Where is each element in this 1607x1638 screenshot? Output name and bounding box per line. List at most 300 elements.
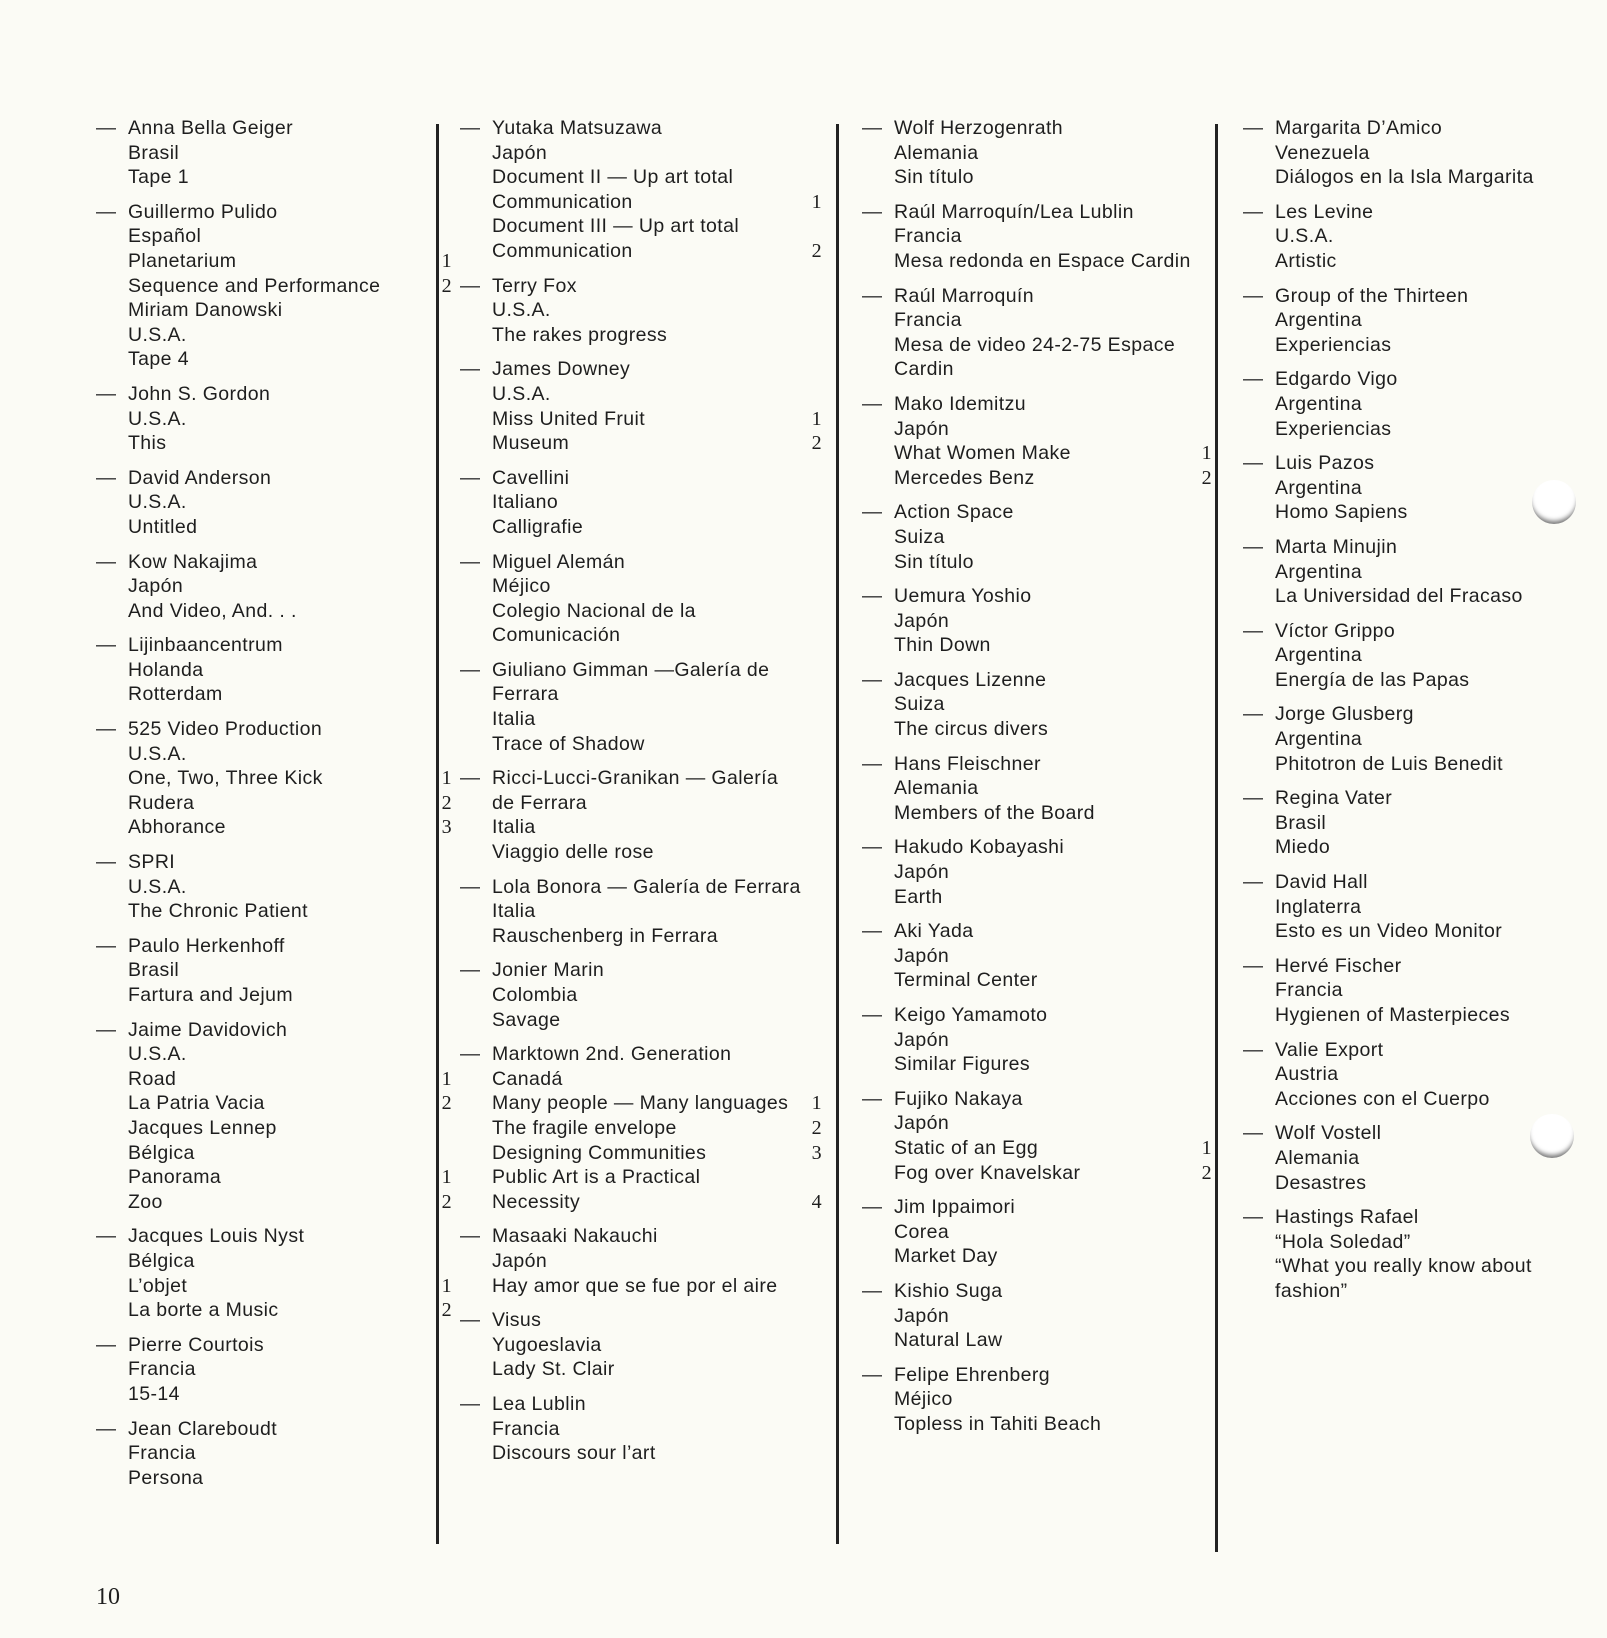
entry-text: Cardin [894, 358, 954, 381]
dash-bullet: — [96, 634, 116, 657]
dash-bullet: — [460, 875, 480, 898]
list-entry [862, 1195, 1212, 1269]
entry-line [1275, 417, 1573, 442]
entry-text: Communication [492, 239, 633, 262]
entry-line [1275, 978, 1573, 1003]
entry-line [894, 550, 1212, 575]
entry-artist [492, 958, 822, 983]
entry-line [894, 441, 1212, 466]
entry-text: This [128, 432, 167, 455]
dash-bullet: — [96, 1225, 116, 1248]
entry-text: Jonier Marin [492, 959, 605, 982]
dash-bullet: — [1243, 1206, 1263, 1229]
entry-text: Regina Vater [1275, 787, 1393, 810]
entry-text: Luis Pazos [1275, 452, 1375, 475]
dash-bullet: — [862, 1087, 882, 1110]
list-entry [1243, 786, 1573, 860]
list-entry [460, 1224, 822, 1298]
entry-line [492, 574, 822, 599]
list-entry [862, 1003, 1212, 1077]
entry-text: Yugoeslavia [492, 1333, 602, 1356]
tape-number: 1 [441, 1274, 452, 1297]
entry-artist [1275, 870, 1573, 895]
tape-number: 1 [1201, 442, 1212, 465]
entry-text: Francia [894, 225, 962, 248]
entry-text: Brasil [128, 141, 180, 164]
entry-line [894, 1328, 1212, 1353]
entry-text: Earth [894, 885, 943, 908]
entry-text: Canadá [492, 1067, 563, 1090]
entry-text: Jim Ippaimori [894, 1196, 1016, 1219]
entry-artist [894, 1195, 1212, 1220]
entry-line [128, 298, 432, 323]
entry-line [128, 958, 432, 983]
entry-text: Japón [894, 1112, 950, 1135]
entry-line [492, 239, 822, 264]
entry-line [894, 224, 1212, 249]
entry-line [492, 1333, 822, 1358]
entry-line [1275, 224, 1573, 249]
list-entry [1243, 1038, 1573, 1112]
entry-artist [492, 875, 822, 900]
entry-text: U.S.A. [1275, 225, 1334, 248]
entry-text: Lady St. Clair [492, 1358, 615, 1381]
entry-text: Mako Idemitzu [894, 392, 1026, 415]
entry-text: U.S.A. [128, 742, 187, 765]
entry-text: Méjico [492, 575, 551, 598]
entry-line [894, 165, 1212, 190]
entry-artist [492, 274, 822, 299]
entry-line [1275, 333, 1573, 358]
tape-number: 3 [441, 816, 452, 839]
dash-bullet: — [1243, 1122, 1263, 1145]
entry-line [492, 1165, 822, 1190]
dash-bullet: — [460, 466, 480, 489]
entry-text: Hygienen of Masterpieces [1275, 1004, 1511, 1026]
entry-line [894, 1304, 1212, 1329]
list-entry [96, 550, 432, 624]
list-entry [460, 1042, 822, 1214]
entry-text: U.S.A. [128, 407, 187, 430]
list-entry [1243, 367, 1573, 441]
entry-line [894, 357, 1212, 382]
entry-text: de Ferrara [492, 791, 588, 814]
entry-text: Sin título [894, 166, 974, 189]
entry-line [1275, 643, 1573, 668]
dash-bullet: — [1243, 284, 1263, 307]
entry-artist [1275, 702, 1573, 727]
entry-text: Alemania [1275, 1146, 1360, 1169]
dash-bullet: — [96, 718, 116, 741]
entry-text: Paulo Herkenhoff [128, 934, 285, 957]
dash-bullet: — [1243, 619, 1263, 642]
dash-bullet: — [862, 585, 882, 608]
entry-artist [894, 1363, 1212, 1388]
entry-text: Phitotron de Luis Benedit [1275, 752, 1503, 775]
entry-artist [1275, 1121, 1573, 1146]
entry-line [894, 141, 1212, 166]
entry-line [492, 190, 822, 215]
tape-number: 2 [1201, 466, 1212, 489]
entry-text: Visus [492, 1309, 542, 1332]
entry-line [894, 466, 1212, 491]
entry-artist [492, 466, 822, 491]
entry-text: Experiencias [1275, 417, 1392, 440]
entry-text: Market Day [894, 1245, 998, 1268]
entry-artist [1275, 1205, 1573, 1230]
entry-line [492, 815, 822, 840]
entry-text: Natural Law [894, 1329, 1003, 1352]
entry-line [492, 1441, 822, 1466]
entry-text: Japón [492, 1249, 548, 1272]
entry-text: Esto es un Video Monitor [1275, 920, 1503, 943]
entry-text: Energía de las Papas [1275, 668, 1470, 691]
tape-number: 1 [441, 249, 452, 272]
entry-text: Francia [492, 1417, 560, 1440]
entry-text: Japón [894, 861, 950, 884]
dash-bullet: — [460, 358, 480, 381]
entry-text: David Anderson [128, 466, 272, 489]
entry-line [492, 431, 822, 456]
entry-text: Road [128, 1067, 177, 1090]
list-entry [862, 668, 1212, 742]
entry-text: “Hola Soledad” [1275, 1230, 1411, 1253]
entry-line [492, 1067, 822, 1092]
tape-number: 2 [441, 791, 452, 814]
entry-text: Planetarium [128, 249, 237, 272]
list-entry [460, 766, 822, 864]
dash-bullet: — [460, 959, 480, 982]
dash-bullet: — [96, 934, 116, 957]
entry-text: 15-14 [128, 1382, 180, 1405]
entry-text: Jorge Glusberg [1275, 703, 1414, 726]
entry-line [894, 609, 1212, 634]
entry-line [894, 692, 1212, 717]
tape-number: 2 [811, 239, 822, 262]
entry-text: Zoo [128, 1190, 163, 1213]
dash-bullet: — [1243, 535, 1263, 558]
entry-text: 525 Video Production [128, 718, 323, 741]
entry-text: Hervé Fischer [1275, 954, 1402, 977]
entry-artist [128, 934, 432, 959]
dash-bullet: — [1243, 368, 1263, 391]
dash-bullet: — [1243, 452, 1263, 475]
entry-text: Jacques Lennep [128, 1116, 277, 1139]
dash-bullet: — [1243, 1038, 1263, 1061]
entry-text: Cavellini [492, 466, 570, 489]
entry-text: Miss United Fruit [492, 407, 646, 430]
entry-artist [894, 392, 1212, 417]
entry-line [128, 658, 432, 683]
entry-text: La borte a Music [128, 1299, 279, 1322]
entry-text: Artistic [1275, 249, 1337, 272]
entry-line [128, 815, 452, 840]
entry-text: Pierre Courtois [128, 1333, 265, 1356]
entry-artist [128, 200, 432, 225]
entry-text: Uemura Yoshio [894, 585, 1032, 608]
entry-line [128, 1165, 452, 1190]
dash-bullet: — [460, 274, 480, 297]
entry-line [128, 141, 432, 166]
list-entry [96, 466, 432, 540]
dash-bullet: — [96, 1417, 116, 1440]
entry-text: U.S.A. [128, 875, 187, 898]
entry-text: Holanda [128, 658, 204, 681]
dash-bullet: — [862, 836, 882, 859]
entry-text: The rakes progress [492, 323, 668, 346]
list-entry [862, 1279, 1212, 1353]
list-entry [1243, 200, 1573, 274]
entry-text: Members of the Board [894, 801, 1095, 824]
entry-text: Trace of Shadow [492, 732, 645, 755]
entry-artist [492, 658, 822, 683]
entry-text: Colombia [492, 984, 578, 1006]
entry-text: Marta Minujin [1275, 535, 1398, 558]
entry-text: Ricci-Lucci-Granikan — Galería [492, 767, 779, 790]
entry-text: L’objet [128, 1274, 188, 1297]
list-entry [1243, 284, 1573, 358]
dash-bullet: — [460, 1309, 480, 1332]
entry-text: What Women Make [894, 442, 1071, 465]
list-entry [96, 116, 432, 190]
entry-line [492, 1091, 822, 1116]
entry-text: SPRI [128, 851, 176, 874]
entry-text: David Hall [1275, 871, 1368, 894]
dash-bullet: — [862, 668, 882, 691]
tape-number: 2 [441, 274, 452, 297]
entry-line [1275, 500, 1573, 525]
entry-line [492, 1417, 822, 1442]
entry-artist [1275, 451, 1573, 476]
entry-line [128, 1190, 452, 1215]
entry-text: Les Levine [1275, 200, 1374, 223]
entry-text: Francia [128, 1442, 196, 1465]
entry-text: Japón [894, 1028, 950, 1051]
entry-artist [894, 1003, 1212, 1028]
entry-text: Anna Bella Geiger [128, 117, 294, 139]
entry-artist [1275, 200, 1573, 225]
entry-line [492, 382, 822, 407]
entry-text: Mesa redonda en Espace Cardin [894, 249, 1191, 272]
entry-line [492, 515, 822, 540]
entry-text: Edgardo Vigo [1275, 368, 1398, 391]
entry-line [894, 1244, 1212, 1269]
entry-artist [894, 835, 1212, 860]
entry-line [894, 417, 1212, 442]
list-entry [96, 717, 452, 840]
list-entry [1243, 116, 1573, 190]
tape-number: 2 [811, 1116, 822, 1139]
dash-bullet: — [96, 1018, 116, 1041]
tape-number: 1 [1201, 1136, 1212, 1159]
entry-text: Brasil [1275, 811, 1327, 834]
entry-text: “What you really know about [1275, 1255, 1532, 1278]
entry-line [128, 1298, 452, 1323]
entry-artist [128, 466, 432, 491]
entry-text: Margarita D’Amico [1275, 117, 1443, 139]
entry-line [1275, 811, 1573, 836]
dash-bullet: — [96, 851, 116, 874]
entry-line [492, 165, 822, 190]
entry-text: Hans Fleischner [894, 752, 1041, 775]
entry-artist [1275, 1038, 1573, 1063]
entry-text: Museum [492, 432, 570, 455]
entry-line [128, 1091, 452, 1116]
tape-number: 3 [811, 1141, 822, 1164]
entry-line [492, 1249, 822, 1274]
entry-text: Jean Clareboudt [128, 1417, 278, 1440]
tape-number: 4 [811, 1190, 822, 1213]
entry-text: Marktown 2nd. Generation [492, 1043, 732, 1066]
entry-line [128, 165, 432, 190]
entry-artist [128, 1224, 432, 1249]
entry-line [894, 333, 1212, 358]
entry-artist [128, 550, 432, 575]
list-entry [460, 357, 822, 455]
list-entry [96, 1333, 432, 1407]
entry-line [128, 983, 432, 1008]
list-entry [1243, 1205, 1573, 1303]
entry-artist [492, 116, 822, 141]
entry-text: Italia [492, 900, 536, 923]
entry-text: Argentina [1275, 476, 1363, 499]
entry-text: Mesa de video 24-2-75 Espace [894, 333, 1176, 356]
entry-text: The circus divers [894, 718, 1049, 741]
entry-text: Acciones con el Cuerpo [1275, 1087, 1490, 1110]
entry-text: Public Art is a Practical [492, 1166, 701, 1189]
entry-line [1275, 668, 1573, 693]
entry-text: Abhorance [128, 816, 226, 839]
dash-bullet: — [96, 200, 116, 223]
entry-line [1275, 1003, 1573, 1028]
entry-text: Aki Yada [894, 920, 974, 943]
entry-line [492, 214, 822, 239]
entry-text: Necessity [492, 1190, 581, 1213]
list-entry [460, 1392, 822, 1466]
dash-bullet: — [862, 117, 882, 139]
entry-text: Bélgica [128, 1141, 195, 1164]
entry-text: Terry Fox [492, 274, 577, 297]
entry-text: Group of the Thirteen [1275, 284, 1469, 307]
entry-line [128, 515, 432, 540]
entry-line [1275, 1279, 1573, 1304]
dash-bullet: — [862, 1279, 882, 1302]
entry-line [894, 1412, 1212, 1437]
entry-text: Japón [894, 609, 950, 632]
entry-line [492, 1274, 822, 1299]
entry-text: Ferrara [492, 683, 559, 706]
dash-bullet: — [1243, 871, 1263, 894]
column-1 [96, 116, 452, 1500]
entry-text: James Downey [492, 358, 631, 381]
entry-text: Argentina [1275, 392, 1363, 415]
entry-text: Desastres [1275, 1171, 1367, 1194]
entry-text: fashion” [1275, 1279, 1348, 1302]
entry-artist [1275, 619, 1573, 644]
entry-line [894, 717, 1212, 742]
dash-bullet: — [862, 1196, 882, 1219]
entry-artist [128, 1018, 432, 1043]
entry-line [492, 141, 822, 166]
entry-line [492, 407, 822, 432]
tape-number: 2 [1201, 1161, 1212, 1184]
entry-text: Argentina [1275, 728, 1363, 751]
entry-line [128, 347, 432, 372]
entry-text: Wolf Herzogenrath [894, 117, 1064, 139]
entry-text: Español [128, 225, 202, 248]
entry-text: La Patria Vacia [128, 1092, 265, 1115]
entry-text: Víctor Grippo [1275, 619, 1396, 642]
list-entry [1243, 870, 1573, 944]
entry-line [1275, 1171, 1573, 1196]
entry-text: Rauschenberg in Ferrara [492, 924, 718, 947]
entry-text: La Universidad del Fracaso [1275, 585, 1523, 608]
entry-text: Experiencias [1275, 333, 1392, 356]
entry-artist [1275, 367, 1573, 392]
entry-line [894, 776, 1212, 801]
entry-line [492, 599, 822, 624]
entry-text: Tape 1 [128, 166, 189, 189]
list-entry [96, 1018, 452, 1215]
list-entry [1243, 1121, 1573, 1195]
dash-bullet: — [96, 117, 116, 139]
entry-artist [492, 1224, 822, 1249]
entry-text: Calligrafie [492, 515, 584, 538]
dash-bullet: — [460, 658, 480, 681]
entry-text: Hay amor que se fue por el aire [492, 1274, 778, 1297]
entry-line [492, 791, 822, 816]
list-entry [96, 850, 432, 924]
entry-text: Action Space [894, 501, 1014, 524]
dash-bullet: — [96, 466, 116, 489]
entry-text: Fog over Knavelskar [894, 1161, 1081, 1184]
list-entry [1243, 954, 1573, 1028]
entry-text: Méjico [894, 1388, 953, 1411]
entry-text: Panorama [128, 1166, 222, 1189]
entry-line [492, 323, 822, 348]
entry-line [894, 1136, 1212, 1161]
column-2 [460, 116, 822, 1476]
list-entry [862, 584, 1212, 658]
entry-line [492, 707, 822, 732]
entry-line [128, 1382, 432, 1407]
entry-text: Austria [1275, 1063, 1339, 1086]
entry-line [128, 1116, 432, 1141]
dash-bullet: — [1243, 200, 1263, 223]
list-entry [862, 1087, 1212, 1185]
entry-artist [1275, 786, 1573, 811]
column-3 [862, 116, 1212, 1447]
entry-line [894, 968, 1212, 993]
entry-text: Hastings Rafael [1275, 1206, 1419, 1229]
entry-text: U.S.A. [492, 299, 551, 322]
entry-text: Terminal Center [894, 969, 1038, 992]
list-entry [460, 116, 822, 264]
entry-line [128, 407, 432, 432]
entry-text: Italia [492, 708, 536, 731]
entry-artist [492, 550, 822, 575]
entry-line [894, 944, 1212, 969]
list-entry [460, 550, 822, 648]
entry-line [894, 1028, 1212, 1053]
entry-line [1275, 1254, 1573, 1279]
entry-artist [1275, 284, 1573, 309]
entry-line [128, 899, 432, 924]
entry-text: Japón [894, 1304, 950, 1327]
dash-bullet: — [862, 200, 882, 223]
entry-line [492, 1116, 822, 1141]
entry-line [492, 1141, 822, 1166]
